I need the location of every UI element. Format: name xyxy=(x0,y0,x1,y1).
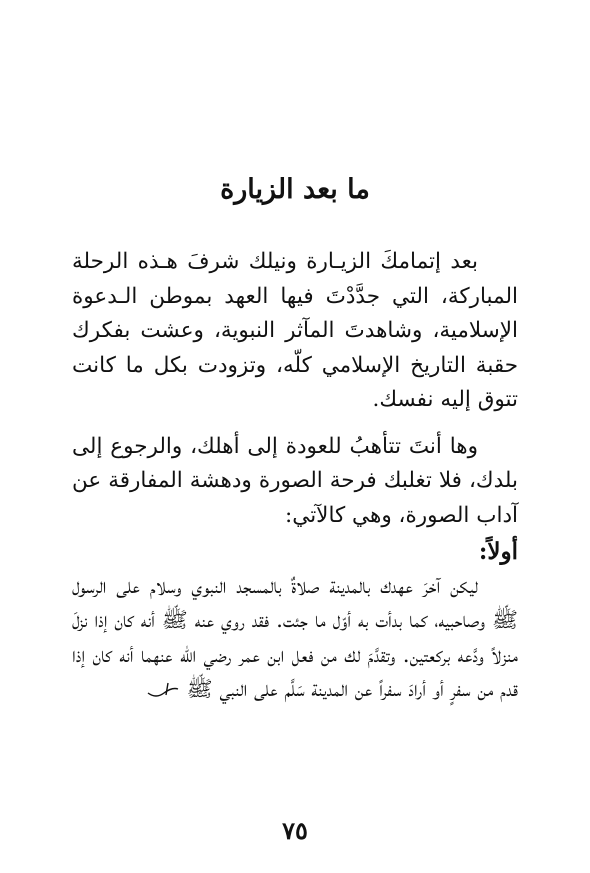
paragraph-first-point-text: ليكن آخرَ عهدك بالمدينة صلاةٌ بالمسجد النبوي وسلام على الرسول ﷺ وصاحبيه، كما بدأت به أوّل ما جئت. فقد روي عنه ﷺ أنه كان إذا نزلَ منزلاً ودَّعه بركعتين. وتقدَّمَ لك من فعل ابن عمر رضي الله عنهما أنه كان إذا قدم من سفرٍ أو أرادَ سفراً عن المدينة سَلَّم على النبي ﷺ xyxy=(72,573,518,702)
paragraph-first-point xyxy=(72,570,518,708)
paragraph-return: وها أنتَ تتأهبُ للعودة إلى أهلك، والرجوع إلى بلدك، فلا تغلبك فرحة الصورة ودهشة المفارقة عن آداب الصورة، وهي كالآتي: xyxy=(72,433,518,528)
body-text xyxy=(72,245,518,708)
section-heading: أولاً: xyxy=(478,538,518,565)
page-number: ٧٥ xyxy=(282,816,308,845)
page-title: ما بعد الزيارة xyxy=(220,174,370,205)
paragraph-intro: بعد إتمامكَ الزيـارة ونيلك شرفَ هـذه الرحلة المباركة، التي جدَّدْتَ فيها العهد بموطن الـدعوة الإسلامية، وشاهدتَ المآثر النبوية، وعشت بفكرك حقبة التاريخ الإسلامي كلّه، وتزودت بكل ما كانت تتوق إليه نفسك. xyxy=(72,249,518,412)
footnote-marker-icon xyxy=(146,679,180,701)
